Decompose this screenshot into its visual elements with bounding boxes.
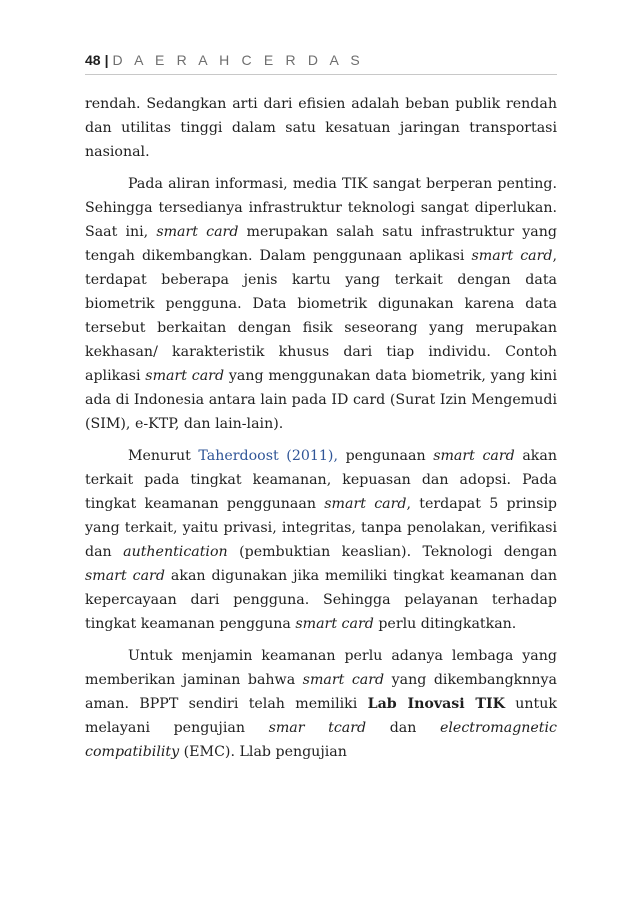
citation-link[interactable]: Taherdoost (2011), [198,448,338,464]
header-separator: | [104,52,109,68]
paragraph-2-text: yang menggunakan data biometrik, yang kini ada di Indonesia antara lain pada ID card (Surat Izin Mengemudi (SIM), e-KTP, dan lain-lain). [85,368,557,432]
italic-term: smart card [471,248,553,264]
italic-term: smart card [156,224,239,240]
italic-term: smart card [295,616,374,632]
paragraph-4-text: untuk melayani pengujian [85,696,557,736]
paragraph-3-text: Menurut [128,448,199,464]
paragraph-2 [85,172,557,436]
paragraph-3-text: , terdapat 5 prinsip yang terkait, yaitu privasi, integritas, tanpa penolakan, verifikasi dan [85,496,557,560]
italic-term: smart card [302,672,385,688]
paragraph-3-text: pengunaan [337,448,434,464]
paragraph-4-text: Untuk menjamin keamanan perlu adanya lembaga yang memberikan jaminan bahwa [85,648,557,688]
paragraph-4 [85,644,557,764]
running-header [85,50,557,70]
paragraph-3-text: akan digunakan jika memiliki tingkat keamanan dan kepercayaan dari pengguna. Sehingga pelayanan terhadap tingkat keamanan pengguna [85,568,557,632]
bold-term: Lab Inovasi TIK [367,696,505,712]
italic-term: smart card [85,568,165,584]
paragraph-3 [85,444,557,636]
italic-term: smar tcard [268,720,367,736]
paragraph-1-text: rendah. Sedangkan arti dari efisien adalah beban publik rendah dan utilitas tinggi dalam satu kesatuan jaringan transportasi nasional. [85,96,557,160]
paragraph-2-text: , terdapat beberapa jenis kartu yang terkait dengan data biometrik pengguna. Data biometrik digunakan karena data tersebut berkaitan dengan fisik seseorang yang merupakan kekhasan/ karakteristik khusus dari tiap individu. Contoh aplikasi [85,248,557,384]
paragraph-4-text: (EMC). Llab pengujian [179,744,347,760]
italic-term: smart card [433,448,515,464]
paragraph-3-text: akan terkait pada tingkat keamanan, kepuasan dan adopsi. Pada tingkat keamanan penggunaan [85,448,557,512]
italic-term: electromagnetic compatibility [85,720,557,760]
paragraph-3-text: perlu ditingkatkan. [373,616,517,632]
header-rule [85,74,557,75]
paragraph-4-text: yang dikembangknnya aman. BPPT sendiri telah memiliki [85,672,557,712]
paragraph-1 [85,92,557,164]
book-title: D A E R A H C E R D A S [112,52,364,68]
paragraph-2-text: Pada aliran informasi, media TIK sangat berperan penting. Sehingga tersedianya infrastruktur teknologi sangat diperlukan. Saat ini, [85,176,557,240]
paragraph-4-text: dan [366,720,440,736]
paragraph-2-text: merupakan salah satu infrastruktur yang tengah dikembangkan. Dalam penggunaan aplikasi [85,224,557,264]
page-number: 48 [85,52,101,68]
document-page [85,50,557,772]
italic-term: authentication [123,544,228,560]
italic-term: smart card [324,496,407,512]
body-text [85,92,557,764]
italic-term: smart card [145,368,225,384]
paragraph-3-text: (pembuktian keaslian). Teknologi dengan [227,544,557,560]
